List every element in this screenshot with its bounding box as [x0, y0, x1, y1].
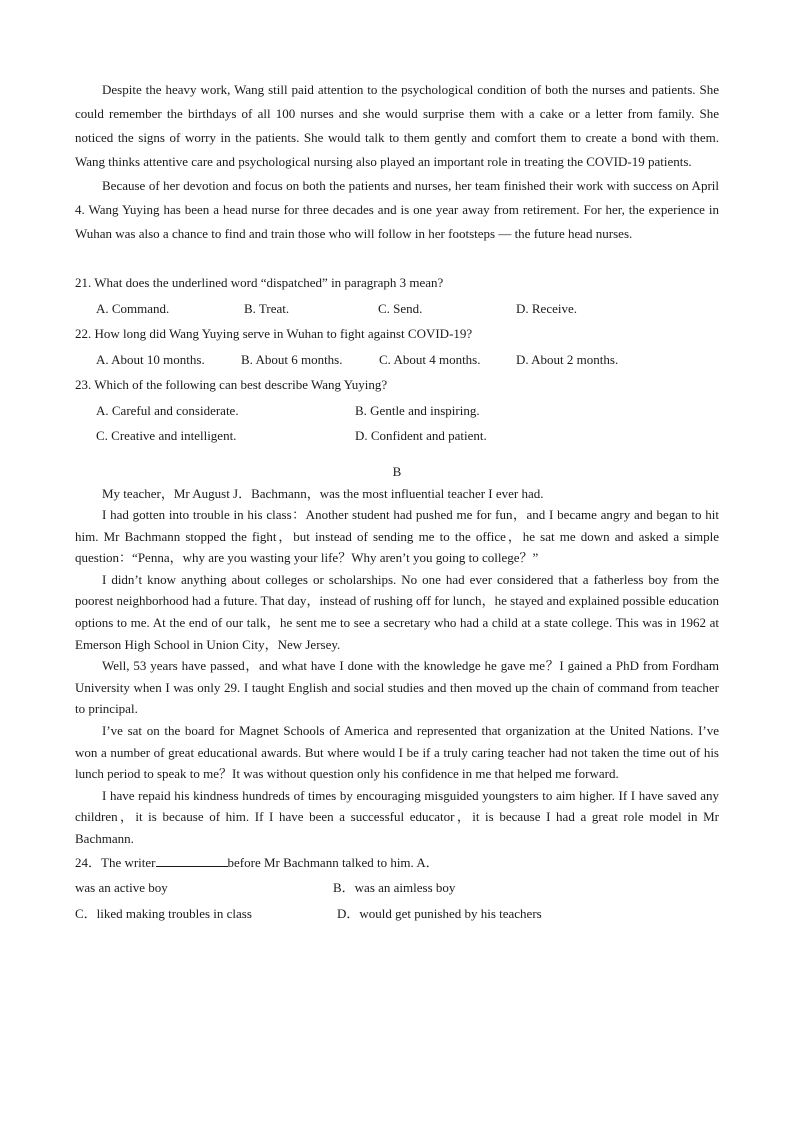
question-23-options-row-1 [75, 398, 719, 424]
passage-b-paragraph-6: I have repaid his kindness hundreds of times by encouraging misguided youngsters to aim higher. If I have saved any children，it is because of him. If I have been a successful educator，it is because I had a great role model in Mr Bachmann. [75, 787, 719, 846]
question-22-option-c: C. About 4 months. [379, 351, 481, 367]
section-b-label: B [392, 463, 402, 479]
question-21-option-d: D. Receive. [516, 300, 578, 316]
question-23-option-b: B. Gentle and inspiring. [355, 402, 480, 418]
passage-a [75, 78, 719, 246]
question-23-option-a: A. Careful and considerate. [96, 402, 239, 418]
passage-b-paragraph-1: My teacher，Mr August J．Bachmann，was the most influential teacher I ever had. [102, 485, 544, 501]
question-21-options [75, 296, 719, 322]
question-22-option-d: D. About 2 months. [516, 351, 619, 367]
question-24-options-row-2 [75, 901, 719, 927]
question-24-option-d: D．would get punished by his teachers [337, 905, 542, 921]
question-24-options-row-1 [75, 875, 719, 901]
question-24-option-b: B．was an aimless boy [333, 880, 456, 896]
question-24-option-a: was an active boy [75, 880, 168, 896]
passage-b [75, 483, 719, 850]
question-24-suffix: before Mr Bachmann talked to him. A． [227, 854, 439, 870]
question-24 [75, 850, 719, 927]
question-21-option-a: A. Command. [96, 300, 170, 316]
answer-blank [156, 854, 228, 867]
question-21-option-b: B. Treat. [244, 300, 290, 316]
question-23-stem: 23. Which of the following can best describe Wang Yuying? [75, 377, 388, 392]
question-22-option-a: A. About 10 months. [96, 351, 205, 367]
question-22-stem: 22. How long did Wang Yuying serve in Wuhan to fight against COVID-19? [75, 326, 473, 341]
passage-b-paragraph-2: I had gotten into trouble in his class：Another student had pushed me for fun，and I became angry and began to hit him. Mr Bachmann stopped the fight，but instead of sending me to the office，he sat me down and asked a simple question：“Penna，why are you wasting your life？Why aren’t you going to college？” [75, 507, 719, 566]
passage-a-paragraph-1: Despite the heavy work, Wang still paid attention to the psychological condition of both the nurses and patients. She could remember the birthdays of all 100 nurses and she would surprise them with a cake or a letter from family. She noticed the signs of worry in the patients. She would talk to them gently and comfort them to create a bond with them. Wang thinks attentive care and psychological nursing also played an important role in treating the COVID-19 patients. [75, 82, 719, 169]
question-24-stem [75, 850, 719, 876]
passage-b-paragraph-3: I didn’t know anything about colleges or scholarships. No one had ever considered that a fatherless boy from the poorest neighborhood had a future. That day，instead of rushing off for lunch，he stayed and explained possible education options to me. At the end of our talk，he sent me to see a secretary who had a child at a state college. This was in 1962 at Emerson High School in Union City，New Jersey. [75, 571, 719, 652]
question-23-options-row-2 [75, 423, 719, 449]
question-23-option-c: C. Creative and intelligent. [96, 428, 237, 443]
document-page [75, 78, 719, 926]
question-22-option-b: B. About 6 months. [241, 351, 343, 367]
question-21-option-c: C. Send. [378, 300, 423, 316]
question-22-options [75, 347, 719, 373]
passage-b-paragraph-5: I’ve sat on the board for Magnet Schools of America and represented that organization at the United Nations. I’ve won a number of great educational awards. But where would I be if a truly caring teacher had not taken the time out of his lunch period to speak to me？It was without question only his confidence in me that helped me forward. [75, 723, 719, 782]
question-21-stem: 21. What does the underlined word “dispatched” in paragraph 3 mean? [75, 275, 444, 290]
passage-b-paragraph-4: Well, 53 years have passed，and what have I done with the knowledge he gave me？I gained a PhD from Fordham University when I was only 29. I taught English and social studies and then moved up the chain of command from teacher to principal. [75, 658, 719, 717]
question-23-option-d: D. Confident and patient. [355, 428, 487, 443]
questions-a [75, 270, 719, 449]
passage-a-paragraph-2: Because of her devotion and focus on both the patients and nurses, her team finished their work with success on April 4. Wang Yuying has been a head nurse for three decades and is one year away from retirement. For her, the experience in Wuhan was also a chance to find and train those who will follow in her footsteps — the future head nurses. [75, 178, 719, 241]
question-24-option-c: C．liked making troubles in class [75, 905, 252, 921]
question-24-prefix: 24．The writer [75, 854, 156, 870]
